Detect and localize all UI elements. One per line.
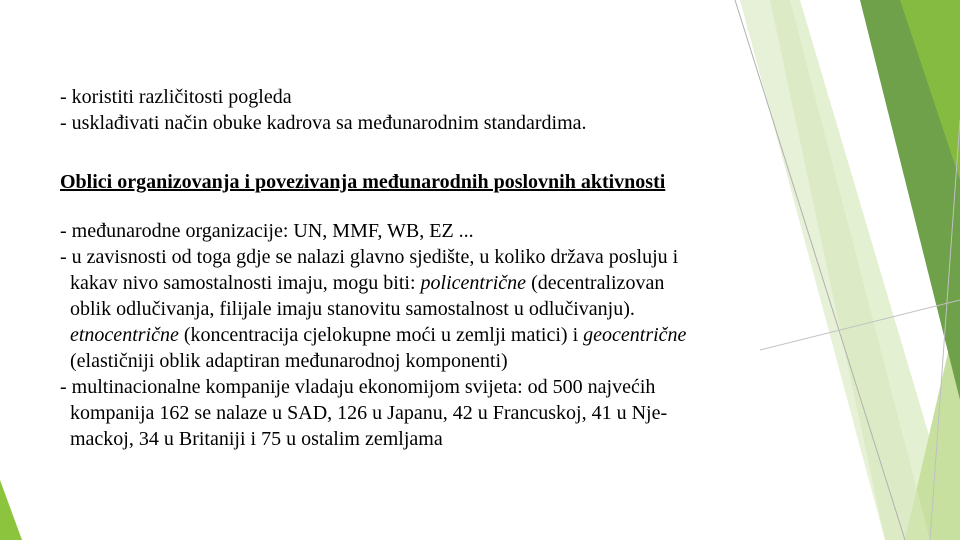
item3-line-2: kompanija 162 se nalaze u SAD, 126 u Japanu, 42 u Francuskoj, 41 u Nje- <box>70 402 668 424</box>
section-heading: Oblici organizovanja i povezivanja međunarodnih poslovnih aktivnosti <box>60 171 666 193</box>
item2-line-1: - u zavisnosti od toga gdje se nalazi glavno sjedište, u koliko država posluju i <box>60 246 679 268</box>
item-international-orgs: - međunarodne organizacije: UN, MMF, WB, EZ ... <box>60 220 474 242</box>
intro-line-2: - usklađivati način obuke kadrova sa međunarodnim standardima. <box>60 112 587 134</box>
item3-line-3: mackoj, 34 u Britaniji i 75 u ostalim zemljama <box>70 428 443 450</box>
item2-line-2 <box>60 270 840 296</box>
slide-content <box>60 84 840 452</box>
item2-line-5: (elastičniji oblik adaptiran međunarodnoj komponenti) <box>70 350 508 372</box>
item2-line-2-text-a: kakav nivo samostalnosti imaju, mogu biti: <box>70 272 421 294</box>
intro-line-1: - koristiti različitosti pogleda <box>60 86 292 108</box>
item3-line-1: - multinacionalne kompanije vladaju ekonomijom svijeta: od 500 najvećih <box>60 376 656 398</box>
term-etnocentricne: etnocentrične <box>70 324 179 346</box>
item2-line-3: oblik odlučivanja, filijale imaju stanovitu samostalnost u odlučivanju). <box>70 298 635 320</box>
left-green-triangle <box>0 480 22 540</box>
item2-line-4-text: (koncentracija cjelokupne moći u zemlji matici) i <box>178 324 584 346</box>
term-policentricne: policentrične <box>420 272 527 294</box>
item2-line-2-text-b: (decentralizovan <box>526 272 665 294</box>
term-geocentricne: geocentrične <box>583 324 687 346</box>
item2-line-4 <box>60 322 840 348</box>
